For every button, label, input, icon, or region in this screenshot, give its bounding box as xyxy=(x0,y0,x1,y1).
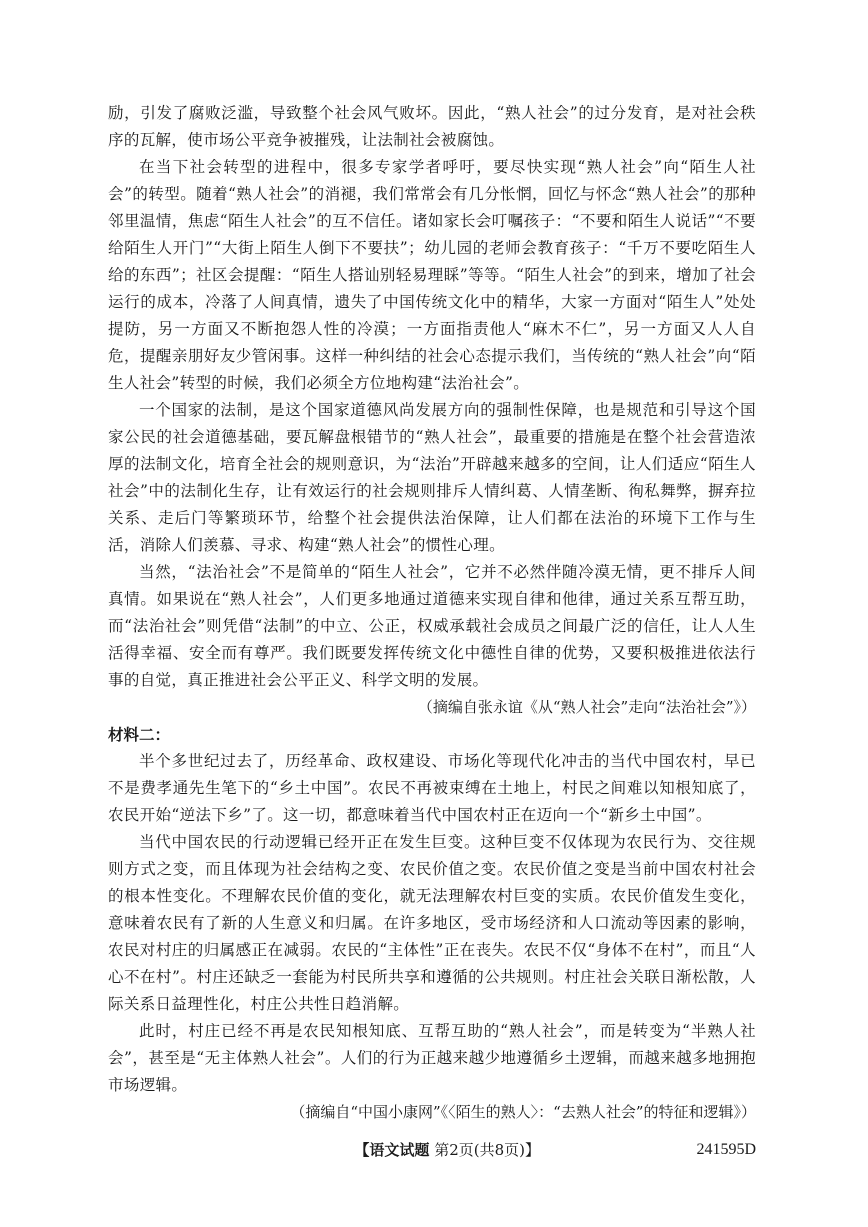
paragraph: 一个国家的法制，是这个国家道德风尚发展方向的强制性保障，也是规范和引导这个国家公民的社会道德基础，要瓦解盘根错节的“熟人社会”，最重要的措施是在整个社会营造浓厚的法制文化，培育全社会的规则意识，为“法治”开辟越来越多的空间，让人们适应“陌生人社会”中的法制化生存，让有效运行的社会规则排斥人情纠葛、人情垄断、徇私舞弊，摒弃拉关系、走后门等繁琐环节，给整个社会提供法治保障，让人们都在法治的环境下工作与生活，消除人们羡慕、寻求、构建“熟人社会”的惯性心理。 xyxy=(108,401,756,554)
page-footer xyxy=(108,1139,756,1160)
paragraph: 励，引发了腐败泛滥，导致整个社会风气败坏。因此，“熟人社会”的过分发育，是对社会秩序的瓦解，使市场公平竞争被摧残，让法制社会被腐蚀。 xyxy=(108,104,756,149)
material-two-body xyxy=(108,748,756,1099)
material-two-heading: 材料二： xyxy=(108,725,171,744)
paragraph: 当代中国农民的行动逻辑已经开正在发生巨变。这种巨变不仅体现为农民行为、交往规则方式之变，而且体现为社会结构之变、农民价值之变。农民价值之变是当前中国农村社会的根本性变化。不理解农民价值的变化，就无法理解农村巨变的实质。农民价值发生变化，意味着农民有了新的人生意义和归属。在许多地区，受市场经济和人口流动等因素的影响，农民对村庄的归属感正在减弱。农民的“主体性”正在丧失。农民不仅“身体不在村”，而且“人心不在村”。村庄还缺乏一套能为村民所共享和遵循的公共规则。村庄社会关联日渐松散，人际关系日益理性化，村庄公共性日趋消解。 xyxy=(108,833,756,1013)
paragraph: 此时，村庄已经不再是农民知根知底、互帮互助的“熟人社会”，而是转变为“半熟人社会”，甚至是“无主体熟人社会”。人们的行为正越来越少地遵循乡土逻辑，而越来越多地拥抱市场逻辑。 xyxy=(108,1022,756,1094)
exam-subject: 【语文试题 xyxy=(354,1141,430,1159)
paragraph: 半个多世纪过去了，历经革命、政权建设、市场化等现代化冲击的当代中国农村，早已不是费孝通先生笔下的“乡土中国”。农民不再被束缚在土地上，村民之间难以知根知底了，农民开始“逆法下乡”了。这一切，都意味着当代中国农村正在迈向一个“新乡土中国”。 xyxy=(108,752,756,824)
paragraph: 在当下社会转型的进程中，很多专家学者呼吁，要尽快实现“熟人社会”向“陌生人社会”的转型。随着“熟人社会”的消褪，我们常常会有几分怅惘，回忆与怀念“熟人社会”的那种邻里温情，焦虑“陌生人社会”的互不信任。诸如家长会叮嘱孩子：“不要和陌生人说话”“不要给陌生人开门”“大街上陌生人倒下不要扶”；幼儿园的老师会教育孩子：“千万不要吃陌生人给的东西”；社区会提醒：“陌生人搭讪别轻易理睬”等等。“陌生人社会”的到来，增加了社会运行的成本，冷落了人间真情，遗失了中国传统文化中的精华，大家一方面对“陌生人”处处提防，另一方面又不断抱怨人性的冷漠；一方面指责他人“麻木不仁”，另一方面又人人自危，提醒亲朋好友少管闲事。这样一种纠结的社会心态提示我们，当传统的“熟人社会”向“陌生人社会”转型的时候，我们必须全方位地构建“法治社会”。 xyxy=(108,158,756,392)
source-citation: （摘编自张永谊《从“熟人社会”走向“法治社会”》） xyxy=(417,698,756,716)
material-one-body xyxy=(108,100,756,694)
page-number: 第2页(共8页)】 xyxy=(434,1141,541,1159)
exam-code: 241595D xyxy=(696,1140,756,1158)
source-citation: （摘编自“中国小康网”《〈陌生的熟人〉：“去熟人社会”的特征和逻辑》） xyxy=(290,1103,756,1121)
paragraph: 当然，“法治社会”不是简单的“陌生人社会”，它并不必然伴随冷漠无情，更不排斥人间真情。如果说在“熟人社会”，人们更多地通过道德来实现自律和他律，通过关系互帮互助，而“法治社会”则凭借“法制”的中立、公正，权威承载社会成员之间最广泛的信任，让人人生活得幸福、安全而有尊严。我们既要发挥传统文化中德性自律的优势，又要积极推进依法行事的自觉，真正推进社会公平正义、科学文明的发展。 xyxy=(108,563,756,689)
